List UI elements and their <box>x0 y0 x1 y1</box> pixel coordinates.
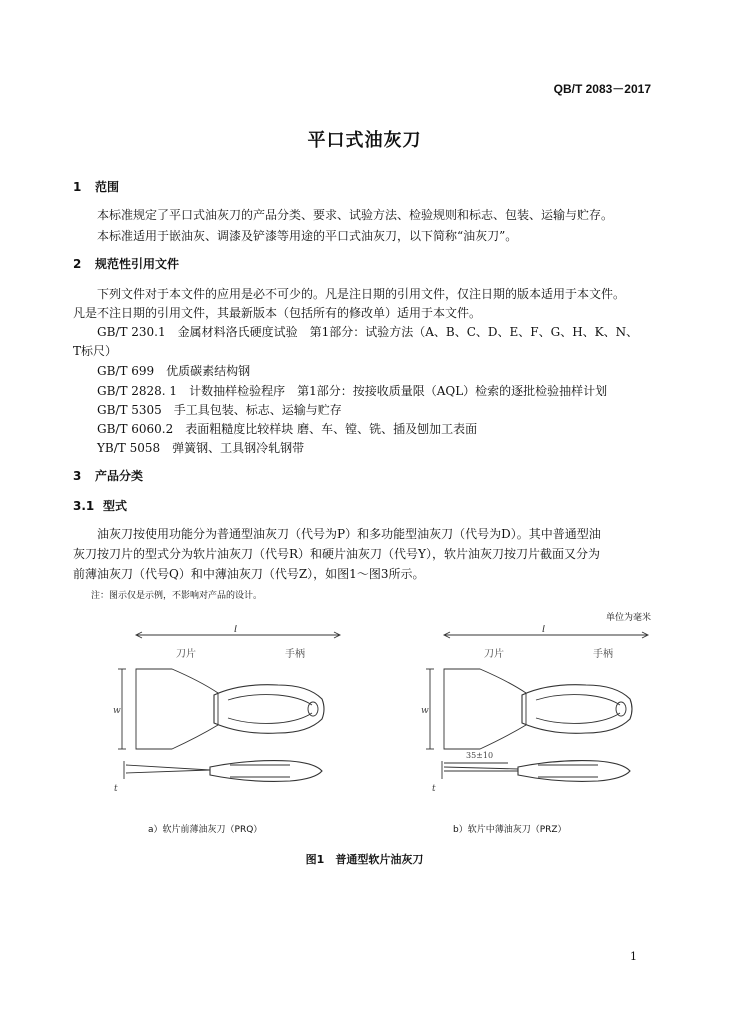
dim-t-label-a: t <box>114 784 118 794</box>
figure-1a-drawing <box>110 625 350 795</box>
dim-w-label-b: w <box>421 706 429 716</box>
reference-item: GB/T 230.1 金属材料洛氏硬度试验 第1部分：试验方法（A、B、C、D、E、F、G、H、K、N、 <box>97 325 639 339</box>
dim-w-label-a: w <box>113 706 121 716</box>
unit-label: 单位为毫米 <box>605 613 651 623</box>
dim-35-label: 35±10 <box>466 751 494 760</box>
figure-1-title: 图1 普通型软片油灰刀 <box>305 853 424 866</box>
handle-label-a: 手柄 <box>285 649 305 660</box>
figure-1b-caption: b）软片中薄油灰刀（PRZ） <box>453 825 567 835</box>
standard-code: QB/T 2083－2017 <box>553 82 651 96</box>
section-3-1-number: 3.1 <box>73 499 95 513</box>
normative-intro-line-2: 凡是不注日期的引用文件，其最新版本（包括所有的修改单）适用于本文件。 <box>73 306 482 320</box>
reference-item: GB/T 6060.2 表面粗糙度比较样块 磨、车、镗、铣、插及刨加工表面 <box>97 422 478 436</box>
reference-item: GB/T 2828. 1 计数抽样检验程序 第1部分：按接收质量限（AQL）检索的逐批检验抽样计划 <box>97 384 608 398</box>
section-1-title: 范围 <box>95 180 120 194</box>
reference-item: GB/T 5305 手工具包装、标志、运输与贮存 <box>97 403 342 417</box>
section-3-heading <box>73 467 143 484</box>
dim-l-label-b: l <box>542 625 546 635</box>
section-2-heading <box>73 255 179 272</box>
dim-t-label-b: t <box>432 784 436 794</box>
normative-intro-line-1: 下列文件对于本文件的应用是必不可少的。凡是注日期的引用文件，仅注日期的版本适用于本文件。 <box>97 287 626 301</box>
dim-l-label-a: l <box>234 625 238 635</box>
section-3-title: 产品分类 <box>95 469 144 483</box>
figure-note: 注：图示仅是示例，不影响对产品的设计。 <box>91 591 263 601</box>
figure-1a-caption: a）软片前薄油灰刀（PRQ） <box>148 825 263 835</box>
blade-label-b: 刀片 <box>484 649 504 660</box>
type-paragraph-line-2: 灰刀按刀片的型式分为软片油灰刀（代号R）和硬片油灰刀（代号Y），软片油灰刀按刀片截面又分为 <box>73 547 600 561</box>
section-1-number: 1 <box>73 180 82 194</box>
reference-item: YB/T 5058 弹簧钢、工具钢冷轧钢带 <box>97 441 305 455</box>
page-number: 1 <box>630 950 637 963</box>
section-3-1-heading <box>73 497 127 514</box>
section-2-title: 规范性引用文件 <box>95 257 180 271</box>
section-2-number: 2 <box>73 257 82 271</box>
reference-item: T标尺） <box>73 344 118 358</box>
section-3-number: 3 <box>73 469 82 483</box>
handle-label-b: 手柄 <box>593 649 613 660</box>
section-1-heading <box>73 178 119 195</box>
section-3-1-title: 型式 <box>103 499 128 513</box>
type-paragraph-line-3: 前薄油灰刀（代号Q）和中薄油灰刀（代号Z），如图1～图3所示。 <box>73 567 425 581</box>
scope-paragraph-2: 本标准适用于嵌油灰、调漆及铲漆等用途的平口式油灰刀，以下简称“油灰刀”。 <box>97 229 518 243</box>
scope-paragraph-1: 本标准规定了平口式油灰刀的产品分类、要求、试验方法、检验规则和标志、包装、运输与贮存。 <box>97 208 614 222</box>
blade-label-a: 刀片 <box>176 649 196 660</box>
document-title: 平口式油灰刀 <box>307 130 422 151</box>
type-paragraph-line-1: 油灰刀按使用功能分为普通型油灰刀（代号为P）和多功能型油灰刀（代号为D）。其中普通型油 <box>97 527 601 541</box>
figure-1b-drawing <box>418 625 658 795</box>
reference-item: GB/T 699 优质碳素结构钢 <box>97 364 251 378</box>
